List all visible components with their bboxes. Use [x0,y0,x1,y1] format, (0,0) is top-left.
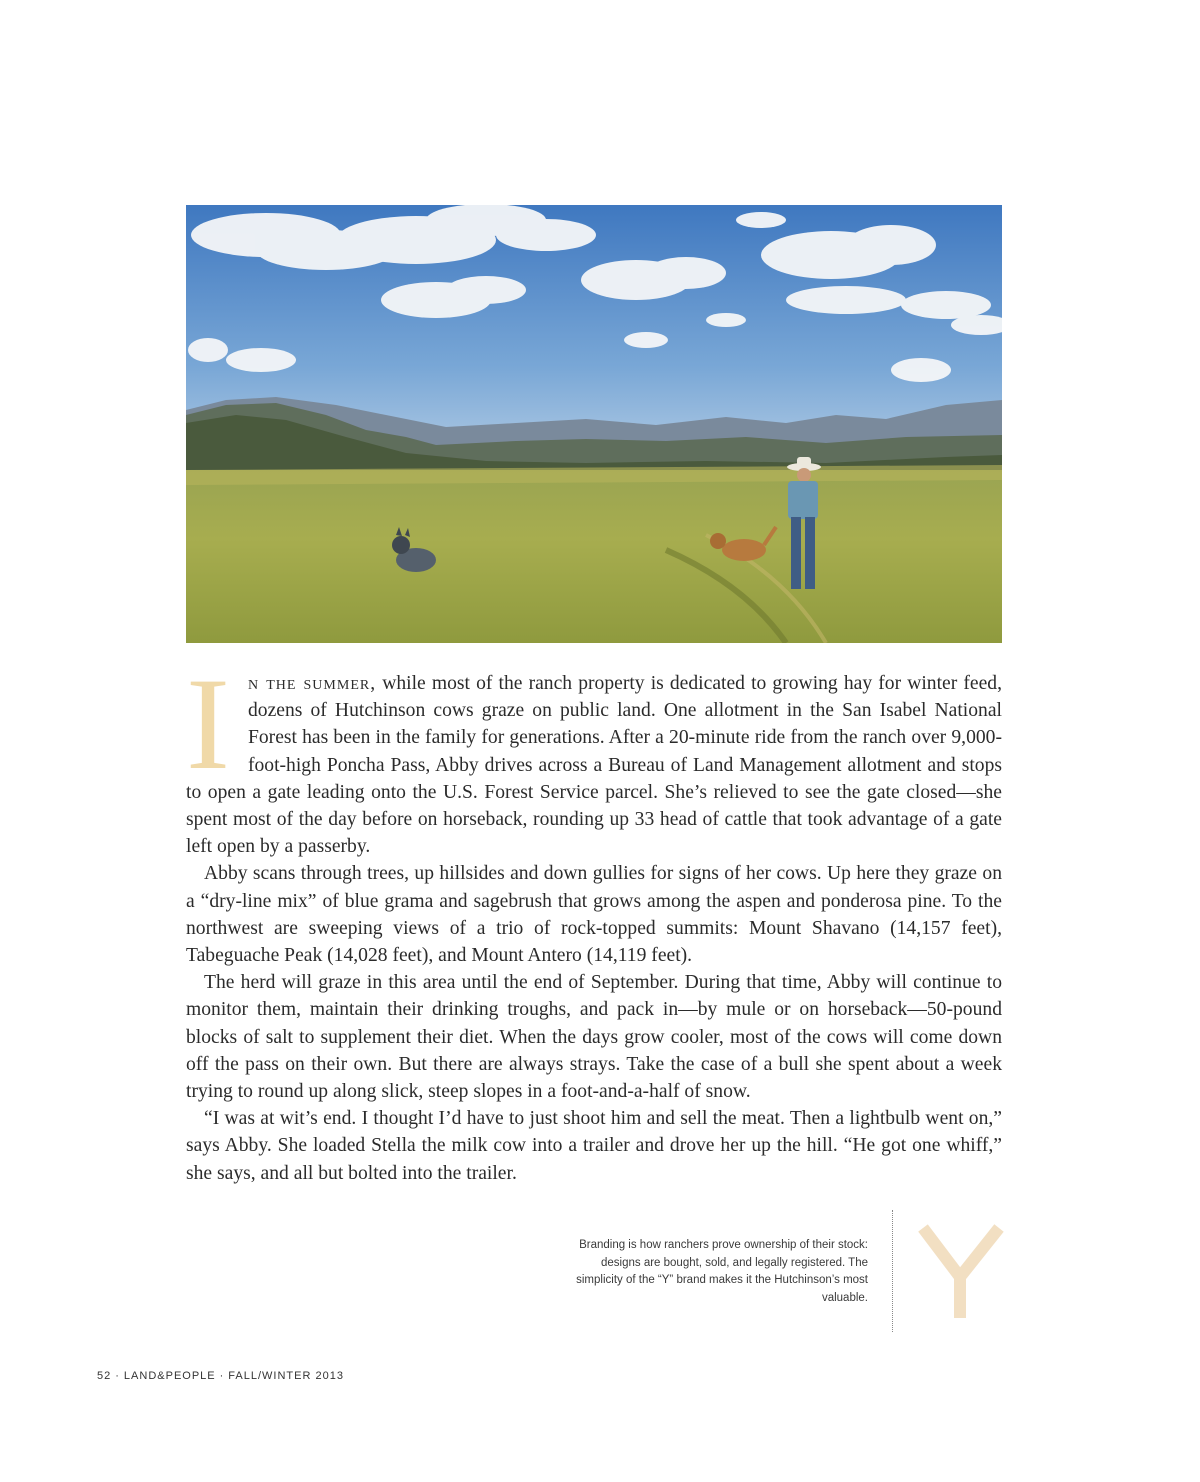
y-brand-icon [915,1222,1005,1322]
footer-separator: · [219,1370,225,1382]
issue-label: FALL/WINTER 2013 [228,1370,344,1382]
drop-cap: I [186,650,230,797]
article-body [186,650,1002,1187]
paragraph-1-text: while most of the ranch property is dedicated to growing hay for winter feed, dozens of Hutchinson cows graze on public land. One allotment in the San Isabel National Forest has been in the family for generations. After a 20-minute ride from the ranch over 9,000-foot-high Poncha Pass, Abby drives across a Bureau of Land Management allotment and stops to open a gate leading onto the U.S. Forest Service parcel. She’s relieved to see the gate closed—she spent most of the day before on horseback, rounding up 33 head of cattle that took advantage of a gate left open by a passerby. [186,673,1002,858]
footer-separator: · [115,1370,120,1382]
paragraph-4: “I was at wit’s end. I thought I’d have to just shoot him and sell the meat. Then a lightbulb went on,” says Abby. She loaded Stella the milk cow into a trailer and drove her up the hill. “He got one whiff,” she says, and all but bolted into the trailer. [186,1108,1002,1184]
photo-illustration [186,205,1002,643]
lead-in: n the summer, [247,673,377,694]
brand-caption: Branding is how ranchers prove ownership of their stock: designs are bought, sold, and legally registered. The simplicity of the “Y” brand makes it the Hutchinson’s most valuable. [576,1239,868,1304]
paragraph-3: The herd will graze in this area until the end of September. During that time, Abby will continue to monitor them, maintain their drinking troughs, and pack in—by mule or on horseback—50-pound blocks of salt to supplement their diet. When the days grow cooler, most of the cows will come down off the pass on their own. But there are always strays. Take the case of a bull she spent about a week trying to round up along slick, steep slopes in a foot-and-a-half of snow. [186,972,1002,1103]
caption-divider [892,1210,893,1332]
page-number: 52 [97,1370,112,1382]
ranch-meadow-photo [186,205,1002,643]
paragraph-1 [186,650,1002,860]
page-footer [97,1370,344,1382]
paragraph-2: Abby scans through trees, up hillsides and down gullies for signs of her cows. Up here they graze on a “dry-line mix” of blue grama and sagebrush that grows among the aspen and ponderosa pine. To the northwest are sweeping views of a trio of rock-topped summits: Mount Shavano (14,157 feet), Tabeguache Peak (14,028 feet), and Mount Antero (14,119 feet). [186,863,1002,967]
magazine-name: LAND&PEOPLE [123,1370,216,1382]
